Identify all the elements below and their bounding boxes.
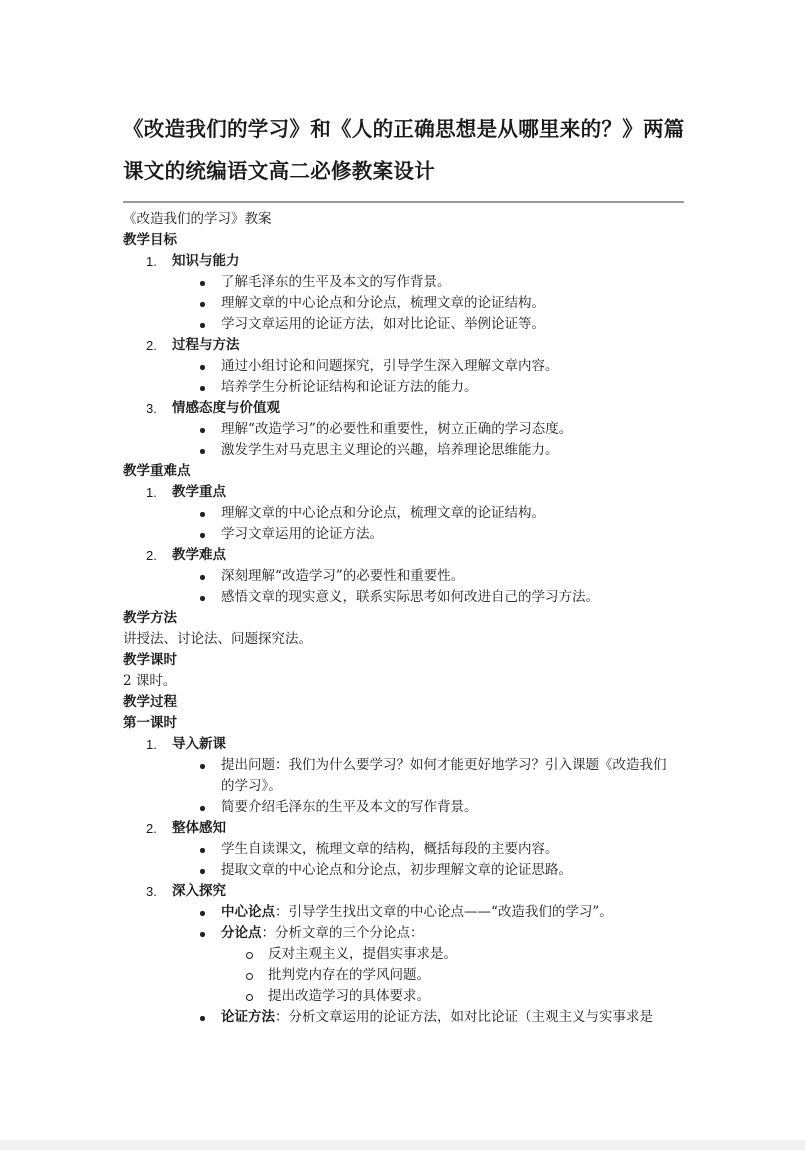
bullet-item bbox=[172, 1007, 688, 1028]
bullet-item: 提出问题：我们为什么要学习？如何才能更好地学习？引入课题《改造我们的学习》。 bbox=[172, 755, 676, 797]
bullet-item: 学习文章运用的论证方法。 bbox=[172, 524, 688, 545]
process-step bbox=[123, 881, 688, 1028]
bullet-label: 论证方法 bbox=[221, 1009, 275, 1025]
bullet-text: ：分析文章的三个分论点： bbox=[261, 925, 424, 941]
sub-bullet-item: 提出改造学习的具体要求。 bbox=[221, 986, 688, 1007]
bullet-list bbox=[172, 419, 688, 461]
document-title: 《改造我们的学习》和《人的正确思想是从哪里来的？》两篇课文的统编语文高二必修教案设计 bbox=[123, 117, 685, 183]
section-heading-goals: 教学目标 bbox=[123, 232, 177, 248]
bullet-list bbox=[172, 566, 688, 608]
step-title: 整体感知 bbox=[172, 820, 226, 836]
section-heading-methods: 教学方法 bbox=[123, 610, 177, 626]
list-number: 2. bbox=[146, 821, 157, 836]
bullet-list bbox=[172, 839, 688, 881]
bullet-list bbox=[172, 902, 688, 1028]
difficulties-list bbox=[123, 482, 688, 608]
section-heading-difficulties: 教学重难点 bbox=[123, 463, 191, 479]
process-step bbox=[123, 734, 688, 818]
list-number: 1. bbox=[146, 254, 157, 269]
step-title: 深入探究 bbox=[172, 883, 226, 899]
bullet-list bbox=[172, 755, 688, 818]
goal-title: 过程与方法 bbox=[172, 337, 240, 353]
list-number: 1. bbox=[146, 485, 157, 500]
title-divider bbox=[123, 201, 684, 203]
methods-text: 讲授法、讨论法、问题探究法。 bbox=[123, 631, 312, 647]
list-number: 3. bbox=[146, 884, 157, 899]
sub-bullet-item: 批判党内存在的学风问题。 bbox=[221, 965, 688, 986]
difficulty-item bbox=[123, 545, 688, 608]
document-body bbox=[123, 209, 688, 1028]
bullet-item: 通过小组讨论和问题探究，引导学生深入理解文章内容。 bbox=[172, 356, 688, 377]
bullet-label: 分论点 bbox=[221, 925, 262, 941]
difficulty-title: 教学难点 bbox=[172, 547, 226, 563]
list-number: 3. bbox=[146, 401, 157, 416]
difficulty-item bbox=[123, 482, 688, 545]
hours-text: 2 课时。 bbox=[123, 673, 177, 689]
section-heading-process: 教学过程 bbox=[123, 694, 177, 710]
process-step bbox=[123, 818, 688, 881]
bullet-item: 了解毛泽东的生平及本文的写作背景。 bbox=[172, 272, 688, 293]
step-title: 导入新课 bbox=[172, 736, 226, 752]
lesson-heading: 第一课时 bbox=[123, 715, 177, 731]
bullet-item: 深刻理解“改造学习”的必要性和重要性。 bbox=[172, 566, 688, 587]
goal-item bbox=[123, 335, 688, 398]
bullet-label: 中心论点 bbox=[221, 904, 275, 920]
list-number: 2. bbox=[146, 338, 157, 353]
bullet-item: 激发学生对马克思主义理论的兴趣，培养理论思维能力。 bbox=[172, 440, 688, 461]
goal-item bbox=[123, 398, 688, 461]
list-number: 2. bbox=[146, 548, 157, 563]
goals-list bbox=[123, 251, 688, 461]
goal-title: 知识与能力 bbox=[172, 253, 240, 269]
list-number: 1. bbox=[146, 737, 157, 752]
process-steps bbox=[123, 734, 688, 1028]
goal-item bbox=[123, 251, 688, 335]
bullet-list bbox=[172, 356, 688, 398]
sub-bullet-list bbox=[221, 944, 688, 1007]
bullet-item: 感悟文章的现实意义，联系实际思考如何改进自己的学习方法。 bbox=[172, 587, 688, 608]
bullet-item: 简要介绍毛泽东的生平及本文的写作背景。 bbox=[172, 797, 688, 818]
bullet-item: 理解“改造学习”的必要性和重要性，树立正确的学习态度。 bbox=[172, 419, 688, 440]
lesson-plan-subtitle: 《改造我们的学习》教案 bbox=[123, 211, 272, 227]
bullet-item bbox=[172, 923, 688, 1007]
bullet-list bbox=[172, 272, 688, 335]
sub-bullet-item: 反对主观主义，提倡实事求是。 bbox=[221, 944, 688, 965]
bullet-item: 学生自读课文，梳理文章的结构，概括每段的主要内容。 bbox=[172, 839, 688, 860]
bullet-item: 提取文章的中心论点和分论点，初步理解文章的论证思路。 bbox=[172, 860, 688, 881]
bullet-list bbox=[172, 503, 688, 545]
bullet-text: ：引导学生找出文章的中心论点——“改造我们的学习”。 bbox=[275, 904, 613, 920]
bullet-item: 理解文章的中心论点和分论点，梳理文章的论证结构。 bbox=[172, 293, 688, 314]
section-heading-hours: 教学课时 bbox=[123, 652, 177, 668]
bullet-item: 培养学生分析论证结构和论证方法的能力。 bbox=[172, 377, 688, 398]
bullet-text: ：分析文章运用的论证方法，如对比论证（主观主义与实事求是 bbox=[275, 1009, 653, 1025]
goal-title: 情感态度与价值观 bbox=[172, 400, 280, 416]
bullet-item: 学习文章运用的论证方法，如对比论证、举例论证等。 bbox=[172, 314, 688, 335]
bullet-item: 理解文章的中心论点和分论点，梳理文章的论证结构。 bbox=[172, 503, 688, 524]
bullet-item bbox=[172, 902, 688, 923]
difficulty-title: 教学重点 bbox=[172, 484, 226, 500]
